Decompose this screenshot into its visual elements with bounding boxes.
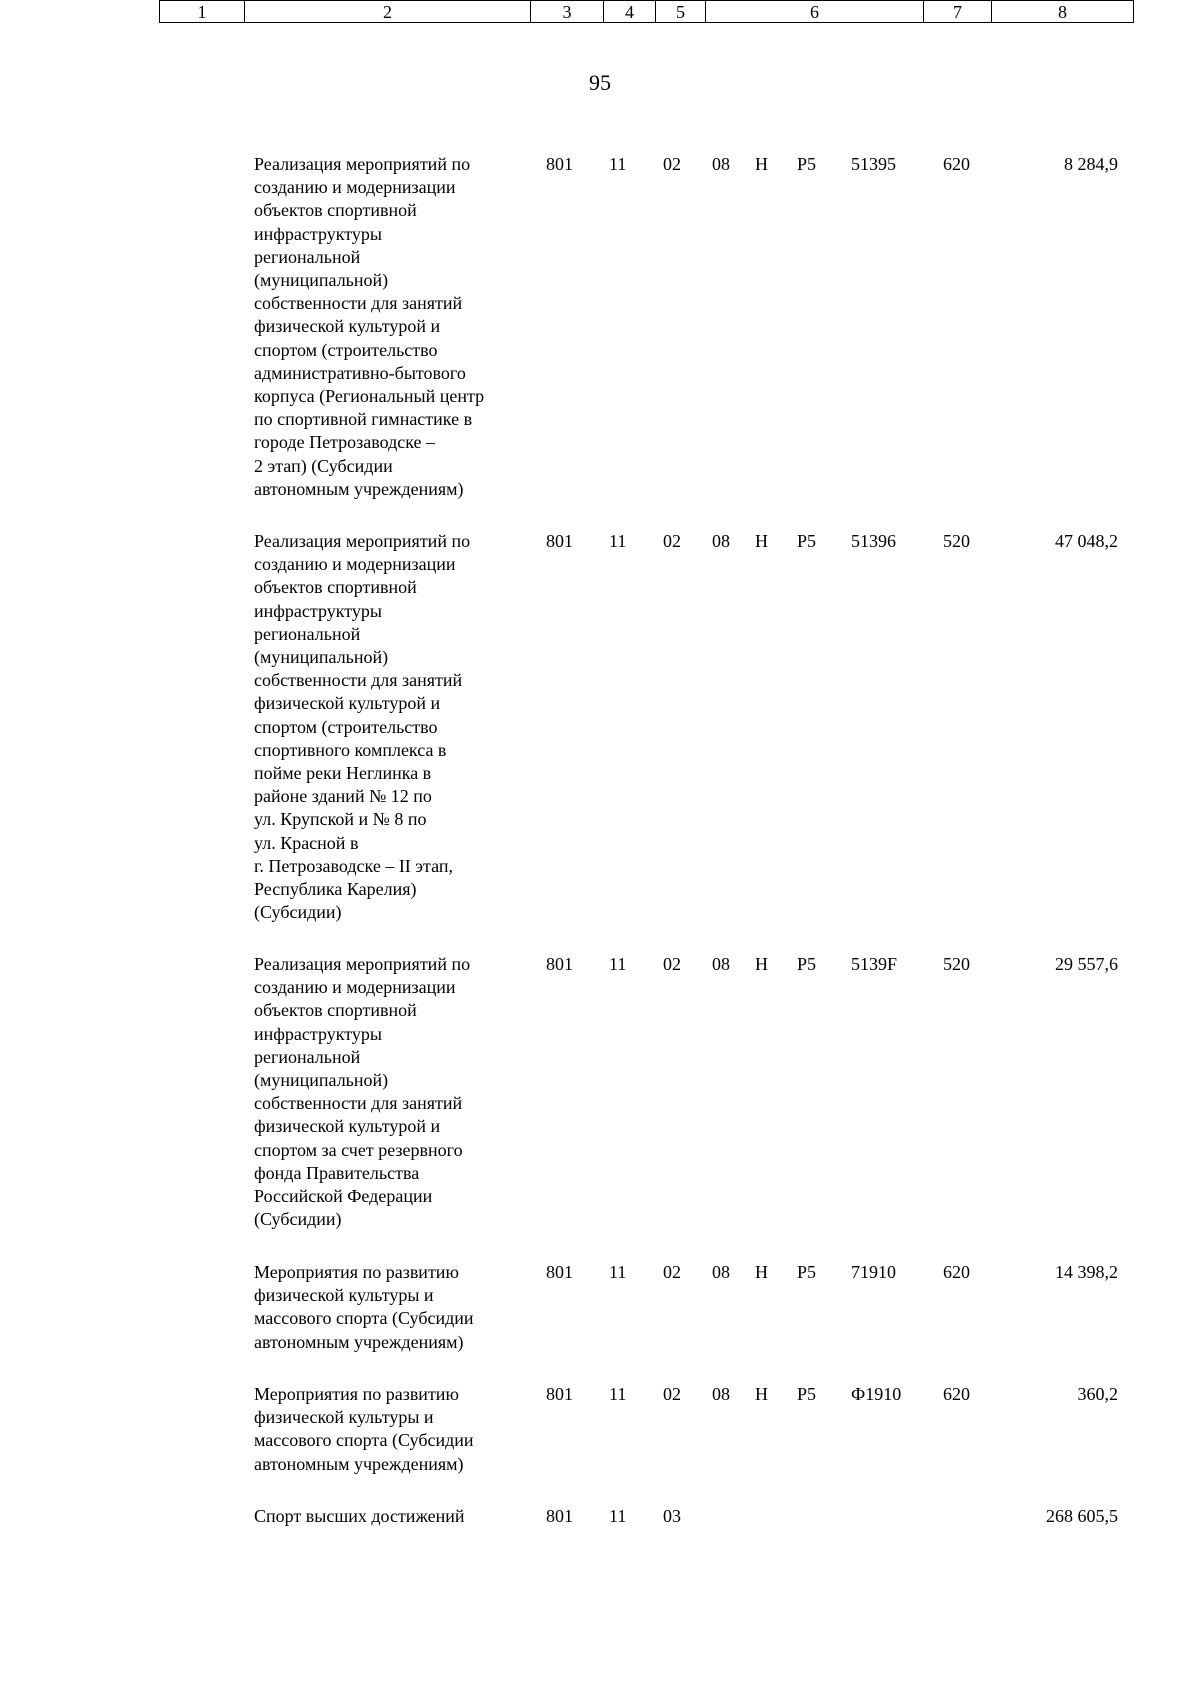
col-6-part-2: Н [755, 1262, 768, 1282]
row-description [254, 953, 524, 1231]
col-3-value: 801 [546, 1384, 573, 1404]
row-description [254, 1261, 524, 1354]
header-cell-1: 1 [159, 0, 244, 23]
col-7-value: 620 [943, 1262, 970, 1282]
description-line: массового спорта (Субсидии [254, 1430, 474, 1451]
description-line: Российской Федерации [254, 1186, 433, 1207]
description-line: физической культурой и [254, 693, 441, 714]
page-number: 95 [589, 70, 611, 95]
col-6-part-4: 51396 [851, 531, 896, 551]
description-line: Мероприятия по развитию [254, 1262, 459, 1282]
description-line: спортом (строительство [254, 716, 438, 737]
description-line: административно-бытового [254, 362, 466, 383]
description-line: региональной [254, 246, 361, 267]
amount-value: 47 048,2 [1055, 531, 1118, 551]
description-line: спортивного комплекса в [254, 739, 447, 760]
col-3-value: 801 [546, 1506, 573, 1526]
col-3-value: 801 [546, 154, 573, 174]
description-line: ул. Крупской и № 8 по [254, 809, 427, 830]
col-3-value: 801 [546, 531, 573, 551]
description-line: собственности для занятий [254, 1093, 463, 1114]
description-line: автономным учреждениям) [254, 1331, 464, 1352]
description-line: (муниципальной) [254, 647, 389, 668]
row-description [254, 1505, 524, 1528]
description-line: созданию и модернизации [254, 554, 456, 575]
col-4-value: 11 [609, 1384, 627, 1404]
col-6-part-3: Р5 [797, 154, 817, 174]
description-line: физической культуры и [254, 1285, 434, 1306]
header-cell-5: 5 [655, 0, 705, 23]
row-description [254, 153, 524, 501]
description-line: региональной [254, 623, 361, 644]
col-6-part-3: Р5 [797, 531, 817, 551]
description-line: собственности для занятий [254, 670, 463, 691]
description-line: Спорт высших достижений [254, 1506, 465, 1526]
col-6-part-1: 08 [712, 1384, 730, 1404]
col-6-part-4: 71910 [851, 1262, 896, 1282]
col-5-value: 02 [663, 154, 681, 174]
description-line: региональной [254, 1046, 361, 1067]
description-line: автономным учреждениям) [254, 1453, 464, 1474]
description-line: (муниципальной) [254, 270, 389, 291]
col-6-part-1: 08 [712, 531, 730, 551]
header-cell-2: 2 [244, 0, 530, 23]
header-cell-8: 8 [991, 0, 1134, 23]
col-4-value: 11 [609, 1506, 627, 1526]
col-6-part-2: Н [755, 954, 768, 974]
header-cell-7: 7 [923, 0, 991, 23]
description-line: городе Петрозаводске – [254, 432, 436, 453]
description-line: собственности для занятий [254, 293, 463, 314]
col-5-value: 02 [663, 1262, 681, 1282]
description-line: ул. Красной в [254, 832, 359, 853]
description-line: спортом за счет резервного [254, 1139, 463, 1160]
col-6-part-1: 08 [712, 954, 730, 974]
col-6-part-3: Р5 [797, 1384, 817, 1404]
description-line: пойме реки Неглинка в [254, 763, 432, 784]
description-line: Реализация мероприятий по [254, 154, 471, 174]
description-line: физической культурой и [254, 316, 441, 337]
col-5-value: 02 [663, 531, 681, 551]
col-4-value: 11 [609, 531, 627, 551]
description-line: Реализация мероприятий по [254, 954, 471, 974]
col-5-value: 02 [663, 1384, 681, 1404]
col-6-part-3: Р5 [797, 954, 817, 974]
col-5-value: 03 [663, 1506, 681, 1526]
description-line: созданию и модернизации [254, 177, 456, 198]
description-line: по спортивной гимнастике в [254, 409, 473, 430]
description-line: корпуса (Региональный центр [254, 386, 485, 407]
col-6-part-1: 08 [712, 1262, 730, 1282]
col-3-value: 801 [546, 954, 573, 974]
description-line: инфраструктуры [254, 223, 382, 244]
col-7-value: 620 [943, 154, 970, 174]
amount-value: 268 605,5 [1046, 1506, 1118, 1526]
amount-value: 29 557,6 [1055, 954, 1118, 974]
description-line: объектов спортивной [254, 200, 417, 221]
col-4-value: 11 [609, 1262, 627, 1282]
col-6-part-2: Н [755, 154, 768, 174]
header-cell-6: 6 [705, 0, 923, 23]
row-description [254, 1383, 524, 1476]
description-line: Мероприятия по развитию [254, 1384, 459, 1404]
col-5-value: 02 [663, 954, 681, 974]
description-line: объектов спортивной [254, 1000, 417, 1021]
amount-value: 8 284,9 [1064, 154, 1118, 174]
description-line: объектов спортивной [254, 577, 417, 598]
description-line: фонда Правительства [254, 1162, 420, 1183]
col-7-value: 520 [943, 531, 970, 551]
col-6-part-2: Н [755, 531, 768, 551]
description-line: Республика Карелия) [254, 879, 417, 900]
description-line: физической культуры и [254, 1407, 434, 1428]
col-6-part-4: 5139F [851, 954, 898, 974]
header-cell-4: 4 [603, 0, 655, 23]
description-line: инфраструктуры [254, 600, 382, 621]
amount-value: 14 398,2 [1055, 1262, 1118, 1282]
description-line: (муниципальной) [254, 1070, 389, 1091]
col-6-part-3: Р5 [797, 1262, 817, 1282]
description-line: инфраструктуры [254, 1023, 382, 1044]
description-line: Реализация мероприятий по [254, 531, 471, 551]
description-line: (Субсидии) [254, 1209, 342, 1230]
description-line: созданию и модернизации [254, 977, 456, 998]
description-line: спортом (строительство [254, 339, 438, 360]
description-line: г. Петрозаводске – II этап, [254, 855, 454, 876]
col-6-part-2: Н [755, 1384, 768, 1404]
col-4-value: 11 [609, 154, 627, 174]
col-6-part-4: Ф1910 [851, 1384, 902, 1404]
description-line: районе зданий № 12 по [254, 786, 432, 807]
description-line: физической культурой и [254, 1116, 441, 1137]
col-6-part-4: 51395 [851, 154, 896, 174]
description-line: автономным учреждениям) [254, 478, 464, 499]
row-description [254, 530, 524, 924]
description-line: 2 этап) (Субсидии [254, 455, 393, 476]
col-7-value: 620 [943, 1384, 970, 1404]
header-cell-3: 3 [530, 0, 603, 23]
col-4-value: 11 [609, 954, 627, 974]
col-3-value: 801 [546, 1262, 573, 1282]
col-6-part-1: 08 [712, 154, 730, 174]
description-line: (Субсидии) [254, 902, 342, 923]
description-line: массового спорта (Субсидии [254, 1308, 474, 1329]
col-7-value: 520 [943, 954, 970, 974]
amount-value: 360,2 [1077, 1384, 1118, 1404]
